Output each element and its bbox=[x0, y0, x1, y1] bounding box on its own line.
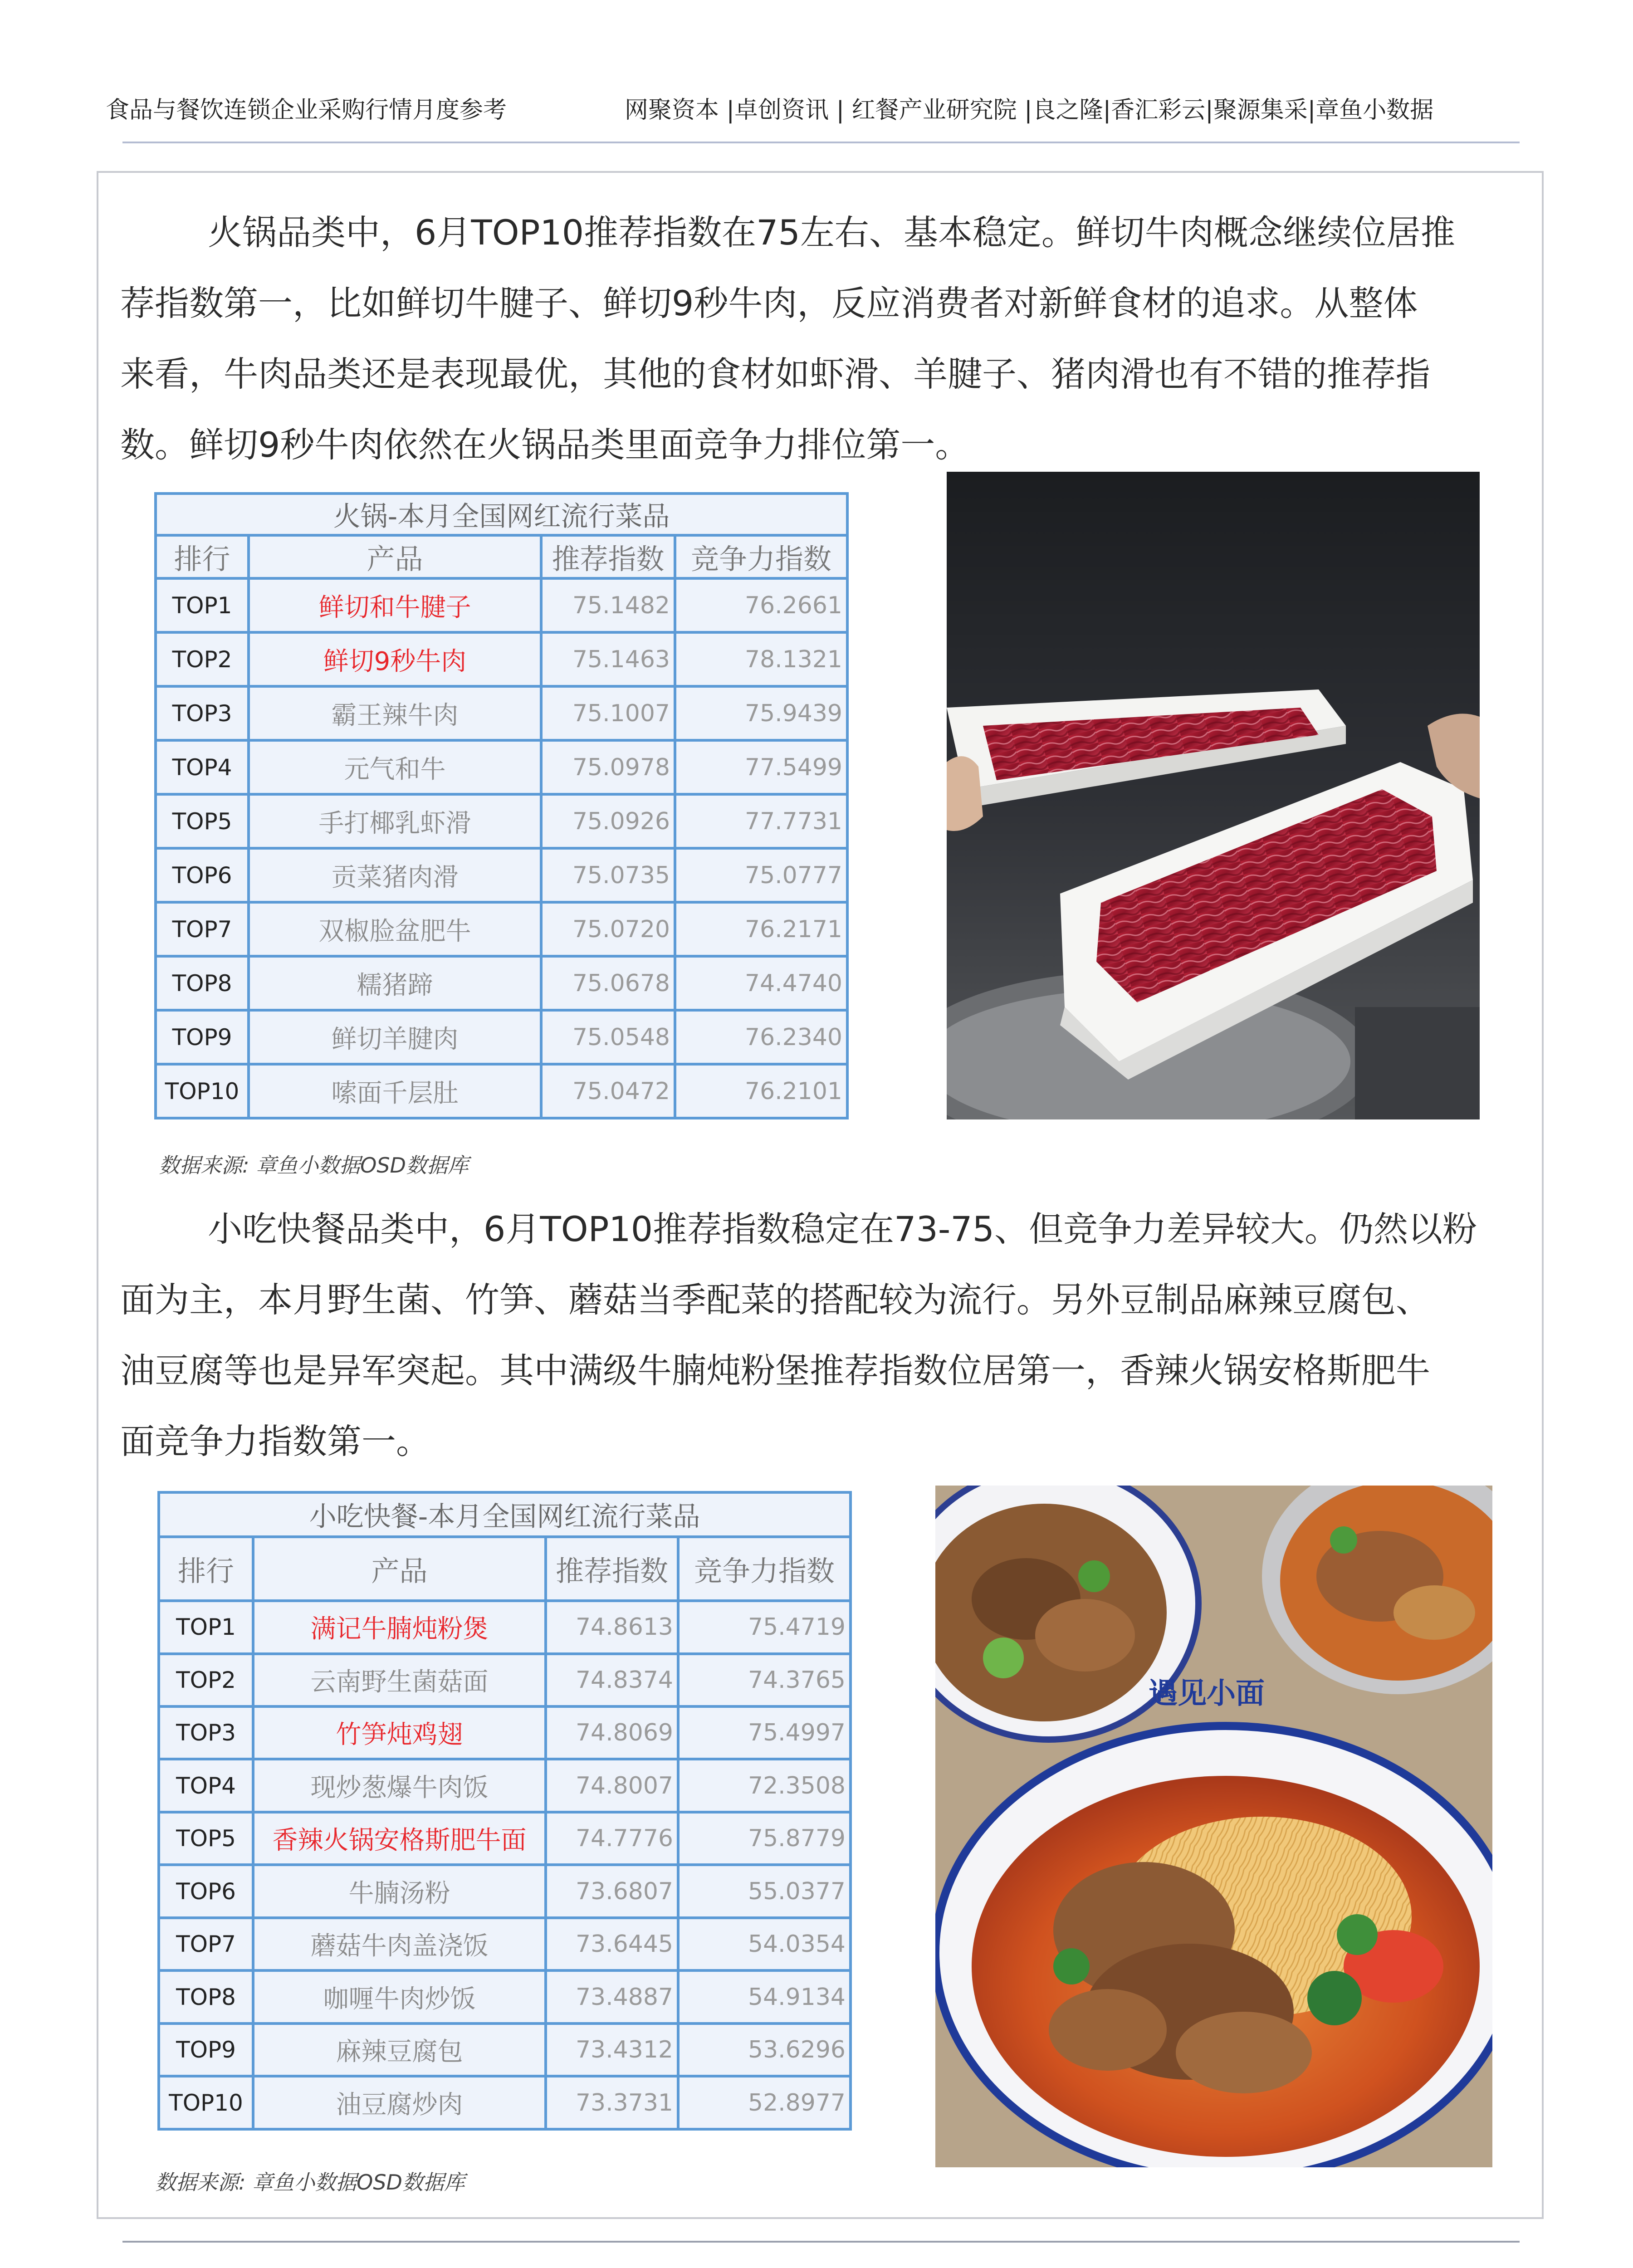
recommend-index-cell: 73.4887 bbox=[546, 1970, 678, 2023]
table-row bbox=[156, 848, 847, 902]
recommend-index-cell: 73.6445 bbox=[546, 1918, 678, 1970]
competitiveness-index-cell: 76.2661 bbox=[675, 578, 847, 632]
table-body bbox=[159, 1601, 851, 2129]
beef-slices-photo bbox=[947, 472, 1480, 1119]
column-header-product: 产品 bbox=[249, 535, 541, 578]
recommend-index-cell: 75.0720 bbox=[541, 902, 675, 956]
table-body bbox=[156, 578, 847, 1118]
rank-cell: TOP7 bbox=[159, 1918, 253, 1970]
product-cell: 咖喱牛肉炒饭 bbox=[253, 1970, 546, 2023]
competitiveness-index-cell: 76.2340 bbox=[675, 1010, 847, 1064]
product-cell: 贡菜猪肉滑 bbox=[249, 848, 541, 902]
table-row bbox=[159, 2024, 851, 2076]
competitiveness-index-cell: 52.8977 bbox=[678, 2076, 851, 2129]
table-row bbox=[156, 740, 847, 794]
table-row bbox=[156, 578, 847, 632]
table-row bbox=[156, 1010, 847, 1064]
rank-cell: TOP9 bbox=[159, 2024, 253, 2076]
column-header-recommend-index: 推荐指数 bbox=[546, 1537, 678, 1601]
recommend-index-cell: 74.8613 bbox=[546, 1601, 678, 1653]
snack-paragraph bbox=[120, 1194, 1522, 1477]
product-cell: 牛腩汤粉 bbox=[253, 1865, 546, 1917]
product-cell: 满记牛腩炖粉煲 bbox=[253, 1601, 546, 1653]
competitiveness-index-cell: 75.4719 bbox=[678, 1601, 851, 1653]
recommend-index-cell: 75.1482 bbox=[541, 578, 675, 632]
table-row bbox=[156, 686, 847, 740]
table-title: 火锅-本月全国网红流行菜品 bbox=[156, 494, 847, 535]
rank-cell: TOP8 bbox=[156, 956, 249, 1010]
competitiveness-index-cell: 75.0777 bbox=[675, 848, 847, 902]
product-cell: 竹笋炖鸡翅 bbox=[253, 1706, 546, 1759]
recommend-index-cell: 73.6807 bbox=[546, 1865, 678, 1917]
table-row bbox=[159, 1706, 851, 1759]
rank-cell: TOP2 bbox=[159, 1654, 253, 1706]
table-row bbox=[159, 2076, 851, 2129]
product-cell: 蘑菇牛肉盖浇饭 bbox=[253, 1918, 546, 1970]
column-header-competitiveness-index: 竞争力指数 bbox=[675, 535, 847, 578]
hotpot-data-source: 数据来源: 章鱼小数据OSD数据库 bbox=[159, 1153, 469, 1178]
recommend-index-cell: 75.0548 bbox=[541, 1010, 675, 1064]
product-cell: 鲜切9秒牛肉 bbox=[249, 632, 541, 686]
header-publication-title: 食品与餐饮连锁企业采购行情月度参考 bbox=[106, 97, 507, 124]
snack-ranking-table bbox=[157, 1491, 852, 2131]
product-cell: 元气和牛 bbox=[249, 740, 541, 794]
competitiveness-index-cell: 75.4997 bbox=[678, 1706, 851, 1759]
column-header-product: 产品 bbox=[253, 1537, 546, 1601]
competitiveness-index-cell: 78.1321 bbox=[675, 632, 847, 686]
table-row bbox=[156, 1064, 847, 1118]
table-row bbox=[156, 956, 847, 1010]
recommend-index-cell: 74.8069 bbox=[546, 1706, 678, 1759]
rank-cell: TOP8 bbox=[159, 1970, 253, 2023]
competitiveness-index-cell: 74.3765 bbox=[678, 1654, 851, 1706]
product-cell: 鲜切和牛腱子 bbox=[249, 578, 541, 632]
table-row bbox=[159, 1601, 851, 1653]
rank-cell: TOP5 bbox=[159, 1812, 253, 1865]
table-row bbox=[159, 1918, 851, 1970]
snack-paragraph-line: 面为主，本月野生菌、竹笋、蘑菇当季配菜的搭配较为流行。另外豆制品麻辣豆腐包、 bbox=[120, 1280, 1430, 1320]
rank-cell: TOP3 bbox=[156, 686, 249, 740]
product-cell: 糯猪蹄 bbox=[249, 956, 541, 1010]
snack-paragraph-line: 小吃快餐品类中，6月TOP10推荐指数稳定在73-75、但竞争力差异较大。仍然以粉 bbox=[208, 1209, 1477, 1249]
rank-cell: TOP4 bbox=[156, 740, 249, 794]
rank-cell: TOP6 bbox=[156, 848, 249, 902]
competitiveness-index-cell: 76.2171 bbox=[675, 902, 847, 956]
product-cell: 现炒葱爆牛肉饭 bbox=[253, 1759, 546, 1812]
table-row bbox=[159, 1654, 851, 1706]
column-header-rank: 排行 bbox=[159, 1537, 253, 1601]
product-cell: 云南野生菌菇面 bbox=[253, 1654, 546, 1706]
rank-cell: TOP10 bbox=[156, 1064, 249, 1118]
recommend-index-cell: 75.1007 bbox=[541, 686, 675, 740]
rank-cell: TOP2 bbox=[156, 632, 249, 686]
recommend-index-cell: 73.4312 bbox=[546, 2024, 678, 2076]
hotpot-paragraph bbox=[120, 197, 1522, 480]
product-cell: 手打椰乳虾滑 bbox=[249, 794, 541, 848]
table-row bbox=[159, 1812, 851, 1865]
rank-cell: TOP7 bbox=[156, 902, 249, 956]
competitiveness-index-cell: 72.3508 bbox=[678, 1759, 851, 1812]
header-divider bbox=[122, 142, 1520, 143]
product-cell: 油豆腐炒肉 bbox=[253, 2076, 546, 2129]
competitiveness-index-cell: 77.5499 bbox=[675, 740, 847, 794]
competitiveness-index-cell: 53.6296 bbox=[678, 2024, 851, 2076]
rank-cell: TOP5 bbox=[156, 794, 249, 848]
competitiveness-index-cell: 76.2101 bbox=[675, 1064, 847, 1118]
snack-data-source: 数据来源: 章鱼小数据OSD数据库 bbox=[155, 2170, 465, 2195]
product-cell: 霸王辣牛肉 bbox=[249, 686, 541, 740]
noodle-bowls-photo bbox=[935, 1486, 1492, 2167]
table-row bbox=[159, 1970, 851, 2023]
recommend-index-cell: 73.3731 bbox=[546, 2076, 678, 2129]
table-row bbox=[156, 794, 847, 848]
snack-paragraph-line: 面竞争力指数第一。 bbox=[120, 1421, 430, 1461]
header-partners: 网聚资本 |卓创资讯 | 红餐产业研究院 |良之隆|香汇彩云|聚源集采|章鱼小数据 bbox=[625, 97, 1434, 124]
table-title: 小吃快餐-本月全国网红流行菜品 bbox=[159, 1492, 851, 1537]
recommend-index-cell: 75.0678 bbox=[541, 956, 675, 1010]
recommend-index-cell: 74.8007 bbox=[546, 1759, 678, 1812]
column-header-rank: 排行 bbox=[156, 535, 249, 578]
rank-cell: TOP9 bbox=[156, 1010, 249, 1064]
product-cell: 香辣火锅安格斯肥牛面 bbox=[253, 1812, 546, 1865]
bowl-brand-text: 遇见小面 bbox=[1149, 1677, 1265, 1711]
rank-cell: TOP1 bbox=[156, 578, 249, 632]
hotpot-paragraph-line: 荐指数第一，比如鲜切牛腱子、鲜切9秒牛肉，反应消费者对新鲜食材的追求。从整体 bbox=[120, 283, 1418, 323]
rank-cell: TOP10 bbox=[159, 2076, 253, 2129]
snack-paragraph-line: 油豆腐等也是异军突起。其中满级牛腩炖粉堡推荐指数位居第一，香辣火锅安格斯肥牛 bbox=[120, 1350, 1430, 1391]
table-row bbox=[156, 902, 847, 956]
competitiveness-index-cell: 75.9439 bbox=[675, 686, 847, 740]
hotpot-paragraph-line: 来看，牛肉品类还是表现最优，其他的食材如虾滑、羊腱子、猪肉滑也有不错的推荐指 bbox=[120, 354, 1430, 394]
product-cell: 双椒脸盆肥牛 bbox=[249, 902, 541, 956]
table-row bbox=[156, 632, 847, 686]
hotpot-ranking-table bbox=[154, 492, 849, 1119]
table-row bbox=[159, 1865, 851, 1917]
recommend-index-cell: 74.7776 bbox=[546, 1812, 678, 1865]
rank-cell: TOP1 bbox=[159, 1601, 253, 1653]
column-header-recommend-index: 推荐指数 bbox=[541, 535, 675, 578]
product-cell: 鲜切羊腱肉 bbox=[249, 1010, 541, 1064]
recommend-index-cell: 75.1463 bbox=[541, 632, 675, 686]
hotpot-paragraph-line: 火锅品类中，6月TOP10推荐指数在75左右、基本稳定。鲜切牛肉概念继续位居推 bbox=[208, 212, 1455, 253]
recommend-index-cell: 75.0735 bbox=[541, 848, 675, 902]
hotpot-paragraph-line: 数。鲜切9秒牛肉依然在火锅品类里面竞争力排位第一。 bbox=[120, 425, 970, 465]
competitiveness-index-cell: 77.7731 bbox=[675, 794, 847, 848]
competitiveness-index-cell: 54.9134 bbox=[678, 1970, 851, 2023]
recommend-index-cell: 75.0472 bbox=[541, 1064, 675, 1118]
competitiveness-index-cell: 74.4740 bbox=[675, 956, 847, 1010]
recommend-index-cell: 75.0926 bbox=[541, 794, 675, 848]
table-row bbox=[159, 1759, 851, 1812]
product-cell: 嗦面千层肚 bbox=[249, 1064, 541, 1118]
column-header-competitiveness-index: 竞争力指数 bbox=[678, 1537, 851, 1601]
competitiveness-index-cell: 55.0377 bbox=[678, 1865, 851, 1917]
competitiveness-index-cell: 75.8779 bbox=[678, 1812, 851, 1865]
product-cell: 麻辣豆腐包 bbox=[253, 2024, 546, 2076]
recommend-index-cell: 74.8374 bbox=[546, 1654, 678, 1706]
competitiveness-index-cell: 54.0354 bbox=[678, 1918, 851, 1970]
recommend-index-cell: 75.0978 bbox=[541, 740, 675, 794]
rank-cell: TOP3 bbox=[159, 1706, 253, 1759]
rank-cell: TOP4 bbox=[159, 1759, 253, 1812]
footer-divider bbox=[122, 2241, 1520, 2243]
rank-cell: TOP6 bbox=[159, 1865, 253, 1917]
